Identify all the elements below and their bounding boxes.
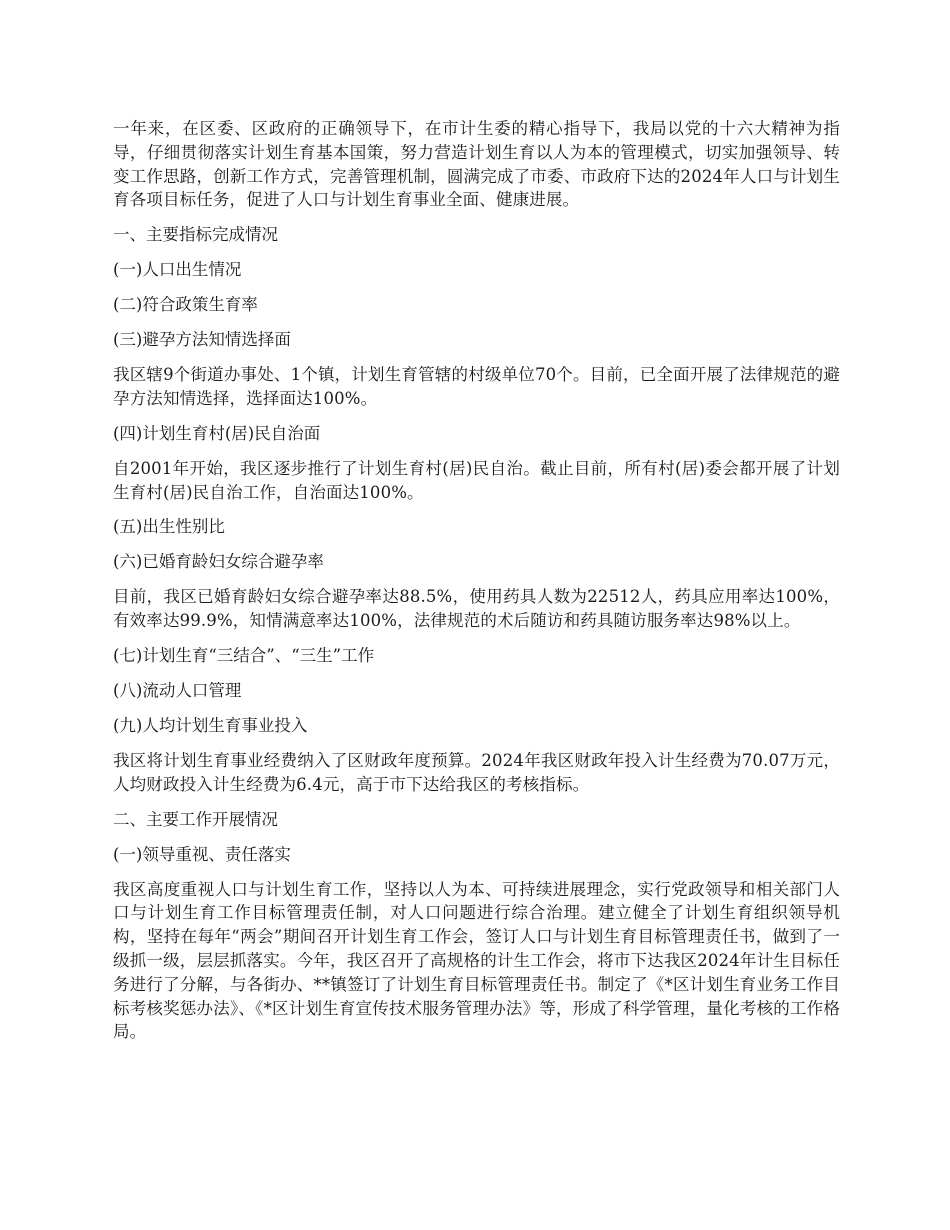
subheading-three-combinations: (七)计划生育“三结合”、“三生”工作 xyxy=(113,645,375,665)
paragraph-leadership: 我区高度重视人口与计划生育工作，坚持以人为本、可持续进展理念，实行党政领导和相关部门人口与计划生育工作目标管理责任制，对人口问题进行综合治理。建立健全了计划生育组织领导机构，坚持在每年“两会”期间召开计划生育工作会，签订人口与计划生育目标管理责任书，做到了一级抓一级，层层抓落实。今年，我区召开了高规格的计生工作会，将市下达我区2024年计生目标任务进行了分解，与各街办、**镇签订了计划生育目标管理责任书。制定了《*区计划生育业务工作目标考核奖惩办法》、《*区计划生育宣传技术服务管理办法》等，形成了科学管理，量化考核的工作格局。 xyxy=(113,879,840,1042)
subheading-birth-situation: (一)人口出生情况 xyxy=(113,260,242,280)
paragraph-per-capita-investment: 我区将计划生育事业经费纳入了区财政年度预算。2024年我区财政年投入计生经费为70.07万元，人均财政投入计生经费为6.4元，高于市下达给我区的考核指标。 xyxy=(113,750,840,794)
subheading-contraception-choice: (三)避孕方法知情选择面 xyxy=(113,330,291,350)
subheading-leadership: (一)领导重视、责任落实 xyxy=(113,844,291,864)
subheading-village-autonomy: (四)计划生育村(居)民自治面 xyxy=(113,423,321,443)
subheading-policy-birth-rate: (二)符合政策生育率 xyxy=(113,295,258,315)
subheading-contraception-rate: (六)已婚育龄妇女综合避孕率 xyxy=(113,552,324,572)
section-heading-main-indicators: 一、主要指标完成情况 xyxy=(113,225,278,245)
paragraph-village-autonomy: 自2001年开始，我区逐步推行了计划生育村(居)民自治。截止目前，所有村(居)委会都开展了计划生育村(居)民自治工作，自治面达100%。 xyxy=(113,458,840,502)
subheading-floating-population: (八)流动人口管理 xyxy=(113,680,242,700)
section-heading-main-work: 二、主要工作开展情况 xyxy=(113,809,278,829)
subheading-per-capita-investment: (九)人均计划生育事业投入 xyxy=(113,715,308,735)
paragraph-contraception-rate: 目前，我区已婚育龄妇女综合避孕率达88.5%，使用药具人数为22512人，药具应用率达100%，有效率达99.9%，知情满意率达100%，法律规范的术后随访和药具随访服务率达98%以上。 xyxy=(113,587,840,631)
document-body xyxy=(113,117,840,1055)
subheading-sex-ratio: (五)出生性别比 xyxy=(113,517,225,537)
intro-paragraph: 一年来，在区委、区政府的正确领导下，在市计生委的精心指导下，我局以党的十六大精神为指导，仔细贯彻落实计划生育基本国策，努力营造计划生育以人为本的管理模式，切实加强领导、转变工作思路，创新工作方式，完善管理机制，圆满完成了市委、市政府下达的2024年人口与计划生育各项目标任务，促进了人口与计划生育事业全面、健康进展。 xyxy=(113,119,840,210)
paragraph-contraception-choice: 我区辖9个街道办事处、1个镇，计划生育管辖的村级单位70个。目前，已全面开展了法律规范的避孕方法知情选择，选择面达100%。 xyxy=(113,365,840,408)
